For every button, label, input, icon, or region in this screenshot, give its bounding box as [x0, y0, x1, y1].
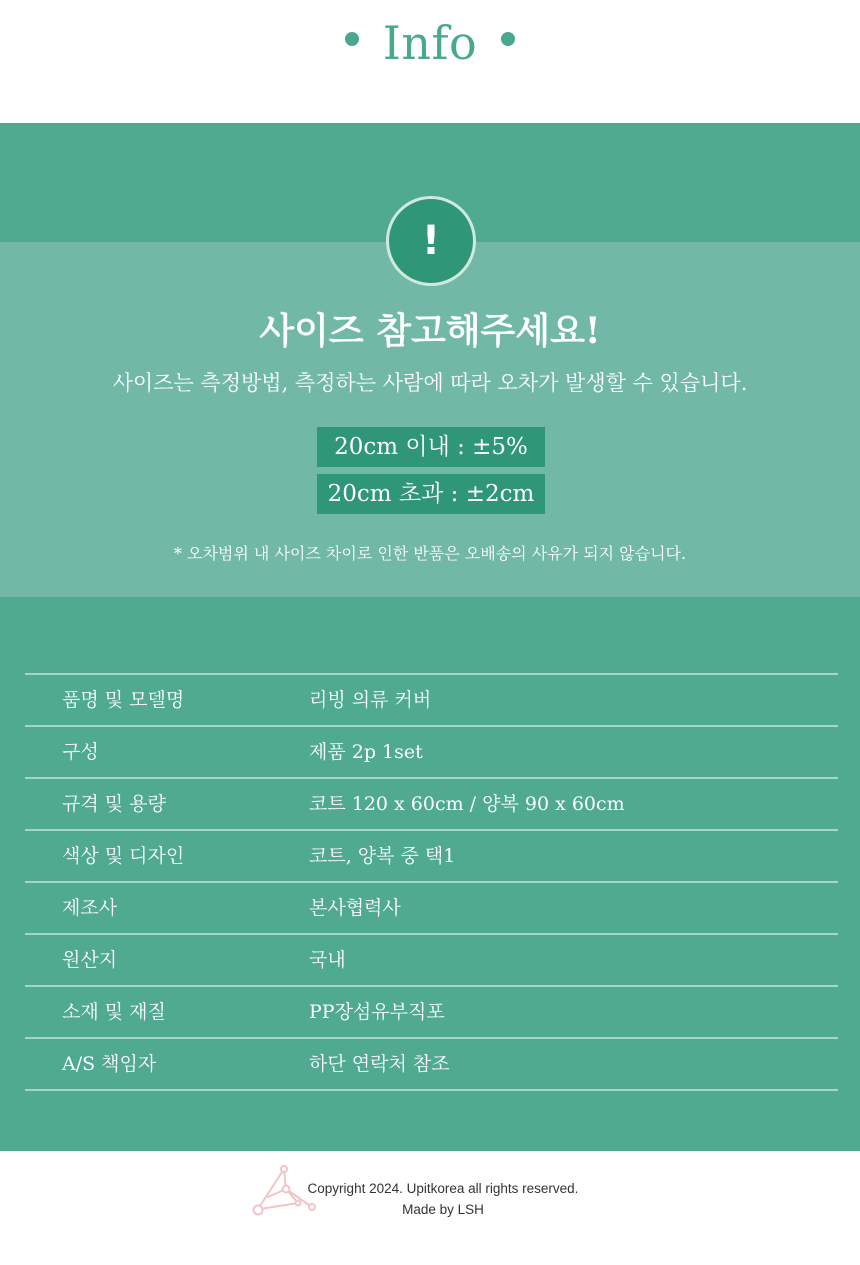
spec-label: 원산지	[62, 949, 118, 971]
bullet-dot-icon	[345, 32, 359, 46]
spec-value: 코트 120 x 60cm / 양복 90 x 60cm	[309, 793, 625, 815]
header	[0, 0, 860, 123]
footer	[0, 1151, 860, 1265]
notice-footnote: * 오차범위 내 사이즈 차이로 인한 반품은 오배송의 사유가 되지 않습니다.	[173, 544, 687, 563]
spec-label: A/S 책임자	[62, 1053, 157, 1075]
table-row	[25, 935, 838, 987]
table-row	[25, 883, 838, 935]
table-row	[25, 831, 838, 883]
bullet-dot-icon	[501, 32, 515, 46]
notice-title: 사이즈 참고해주세요!	[259, 310, 601, 352]
made-by-text: Made by LSH	[402, 1202, 484, 1217]
page-title	[0, 16, 860, 70]
table-row	[25, 675, 838, 727]
spec-value: 국내	[309, 949, 346, 971]
table-row	[25, 987, 838, 1039]
exclamation-icon: !	[386, 196, 476, 286]
notice-description: 사이즈는 측정방법, 측정하는 사람에 따라 오차가 발생할 수 있습니다.	[112, 371, 748, 395]
spec-value: 코트, 양복 중 택1	[309, 845, 456, 867]
spec-label: 구성	[62, 741, 99, 763]
table-row	[25, 1039, 838, 1091]
spec-value: 본사협력사	[309, 897, 401, 919]
spec-label: 제조사	[62, 897, 118, 919]
spec-value: 제품 2p 1set	[309, 741, 423, 763]
table-row	[25, 727, 838, 779]
table-row	[25, 779, 838, 831]
spec-label: 품명 및 모델명	[62, 689, 185, 711]
info-section	[0, 123, 860, 1151]
spec-label: 규격 및 용량	[62, 793, 166, 815]
tolerance-badge: 20cm 이내 : ±5%	[317, 427, 545, 467]
page-title-text: Info	[382, 16, 478, 70]
tolerance-badge: 20cm 초과 : ±2cm	[317, 474, 545, 514]
spec-value: 하단 연락처 참조	[309, 1053, 450, 1075]
spec-label: 소재 및 재질	[62, 1001, 166, 1023]
spec-table	[25, 673, 838, 1091]
spec-value: 리빙 의류 커버	[309, 689, 432, 711]
spec-label: 색상 및 디자인	[62, 845, 185, 867]
copyright-text: Copyright 2024. Upitkorea all rights reserved.	[307, 1181, 579, 1196]
spec-value: PP장섬유부직포	[309, 1001, 445, 1023]
